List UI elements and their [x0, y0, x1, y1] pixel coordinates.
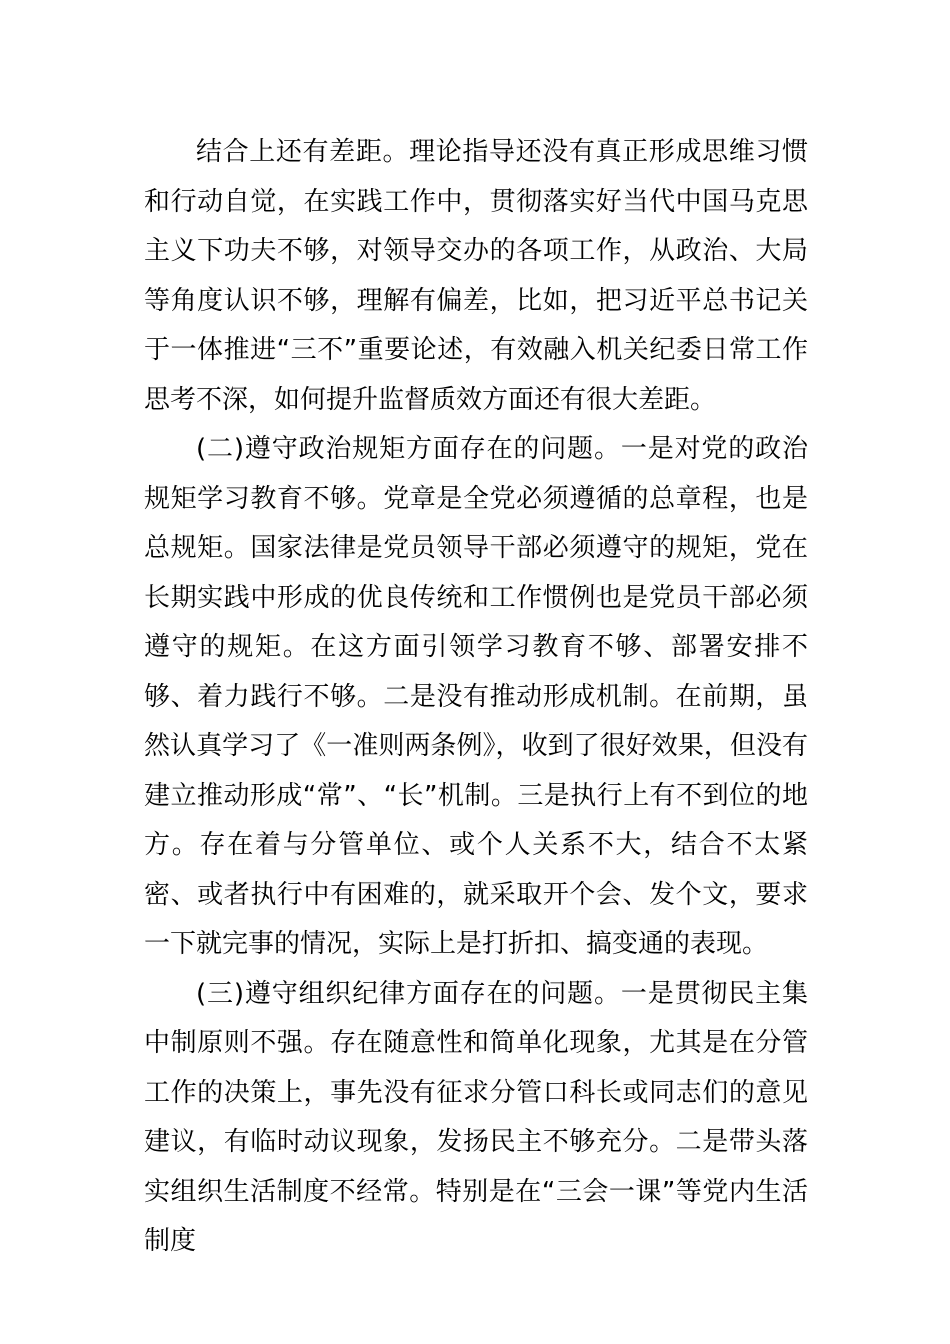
paragraph-theory-gap: 结合上还有差距。理论指导还没有真正形成思维习惯和行动自觉，在实践工作中，贯彻落实好当代中国马克思主义下功夫不够，对领导交办的各项工作，从政治、大局等角度认识不够，理解有偏差，比如，把习近平总书记关于一体推进“三不”重要论述，有效融入机关纪委日常工作思考不深，如何提升监督质效方面还有很大差距。: [144, 137, 808, 415]
paragraph-organizational-discipline: (三)遵守组织纪律方面存在的问题。一是贯彻民主集中制原则不强。存在随意性和简单化现象，尤其是在分管工作的决策上，事先没有征求分管口科长或同志们的意见建议，有临时动议现象，发扬民主不够充分。二是带头落实组织生活制度不经常。特别是在“三会一课”等党内生活制度: [144, 978, 808, 1256]
document-body: [144, 128, 808, 1267]
paragraph-political-rules: (二)遵守政治规矩方面存在的问题。一是对党的政治规矩学习教育不够。党章是全党必须遵循的总章程，也是总规矩。国家法律是党员领导干部必须遵守的规矩，党在长期实践中形成的优良传统和工作惯例也是党员干部必须遵守的规矩。在这方面引领学习教育不够、部署安排不够、着力践行不够。二是没有推动形成机制。在前期，虽然认真学习了《一准则两条例》，收到了很好效果，但没有建立推动形成“常”、“长”机制。三是执行上有不到位的地方。存在着与分管单位、或个人关系不大，结合不太紧密、或者执行中有困难的，就采取开个会、发个文，要求一下就完事的情况，实际上是打折扣、搞变通的表现。: [144, 434, 808, 959]
